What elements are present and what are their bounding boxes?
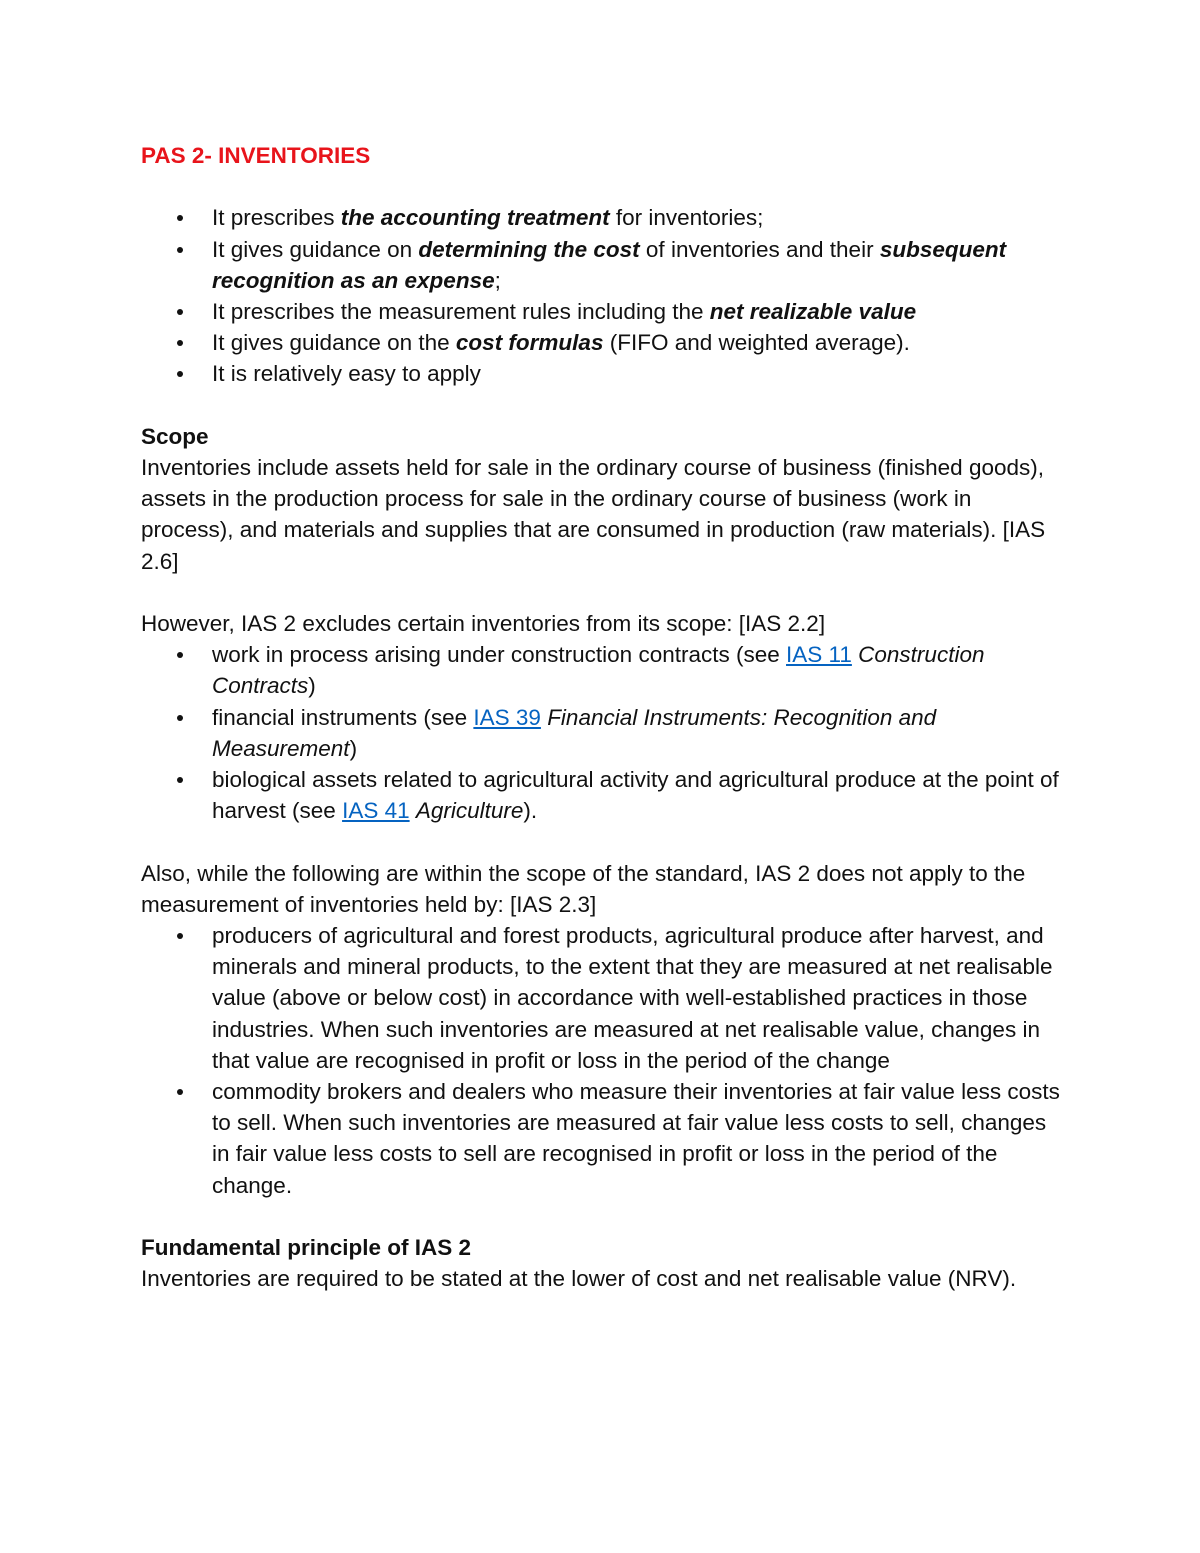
emphasized-text: Construction Contracts: [212, 642, 985, 699]
text-run: work in process arising under construction contracts (see: [212, 642, 787, 668]
text-run: ): [308, 673, 316, 699]
text-run: It gives guidance on the: [212, 330, 456, 356]
text-run: for inventories;: [609, 205, 764, 231]
document-title: PAS 2- INVENTORIES: [141, 143, 371, 168]
text-run: of inventories and their: [639, 236, 880, 262]
emphasized-text: cost formulas: [455, 330, 604, 356]
exclusions-intro: However, IAS 2 excludes certain inventories from its scope: [IAS 2.2]: [141, 611, 826, 636]
text-run: ;: [494, 267, 501, 293]
scope-paragraph: Inventories include assets held for sale in the ordinary course of business (finished goods), assets in the production process for sale in the ordinary course of business (work in process), and materials and supplies that are consumed in production (raw materials). [IAS 2.6]: [141, 455, 1046, 574]
list-item: [141, 202, 1061, 233]
emphasized-text: net realizable value: [709, 299, 917, 324]
list-item: [141, 296, 1061, 327]
list-item: [141, 702, 1061, 764]
reference-link[interactable]: IAS 11: [786, 642, 852, 668]
text-run: financial instruments (see: [212, 704, 474, 730]
text-run: It prescribes: [212, 205, 341, 231]
emphasized-text: determining the cost: [418, 236, 640, 262]
text-run: ).: [523, 798, 538, 824]
principle-text: Inventories are required to be stated at the lower of cost and net realisable value (NRV).: [141, 1266, 1017, 1292]
intro-bullet-list: [141, 202, 1061, 389]
emphasized-text: subsequent recognition as an expense: [212, 236, 1007, 293]
text-run: commodity brokers and dealers who measure their inventories at fair value less costs to sell. When such inventories are measured at fair value less costs to sell, changes in fair value less costs to sell are recognised in profit or loss in the period of the change.: [212, 1079, 1060, 1198]
emphasized-text: Agriculture: [415, 798, 524, 824]
list-item: [141, 327, 1061, 358]
text-run: It prescribes the measurement rules including the: [212, 299, 710, 324]
principle-heading: Fundamental principle of IAS 2: [141, 1235, 472, 1261]
list-item: [141, 1076, 1061, 1201]
text-run: ): [349, 735, 358, 761]
measurement-exceptions-list: [141, 920, 1061, 1201]
list-item: [141, 639, 1061, 701]
text-run: (FIFO and weighted average).: [603, 330, 910, 356]
text-run: It gives guidance on: [212, 236, 419, 262]
list-item: [141, 920, 1061, 1076]
emphasized-text: Financial Instruments: Recognition and Measurement: [212, 704, 937, 761]
text-run: biological assets related to agricultural activity and agricultural produce at the point of harvest (see: [212, 767, 1059, 824]
measurement-intro: Also, while the following are within the scope of the standard, IAS 2 does not apply to the measurement of inventories held by: [IAS 2.3]: [141, 860, 1026, 917]
reference-link[interactable]: IAS 41: [342, 798, 410, 824]
text-run: It is relatively easy to apply: [212, 361, 481, 387]
list-item: [141, 234, 1061, 296]
scope-heading: Scope: [141, 423, 209, 449]
document-page: [141, 140, 1061, 1294]
exclusions-list: [141, 639, 1061, 826]
emphasized-text: the accounting treatment: [340, 205, 610, 231]
list-item: [141, 358, 1061, 389]
text-run: producers of agricultural and forest products, agricultural produce after harvest, and minerals and mineral products, to the extent that they are measured at net realisable value (above or below cost) in accordance with well-established practices in those industries. When such inventories are measured at net realisable value, changes in that value are recognised in profit or loss in the period of the change: [212, 923, 1053, 1073]
list-item: [141, 764, 1061, 826]
reference-link[interactable]: IAS 39: [473, 704, 541, 730]
